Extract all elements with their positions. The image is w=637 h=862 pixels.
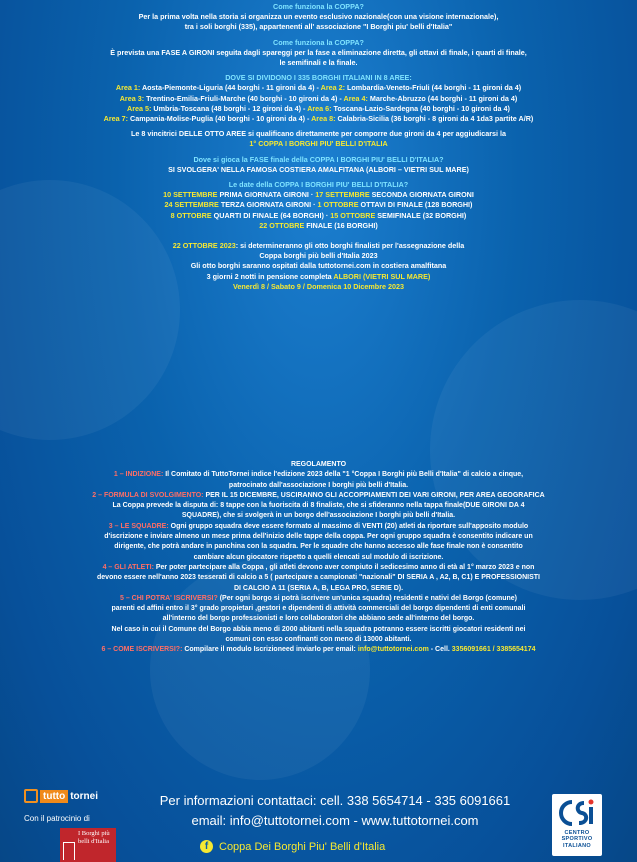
regolamento-title: REGOLAMENTO xyxy=(290,461,347,468)
rule-6: 6 – COME ISCRIVERSI?: Compilare il modulo Iscrizioneed inviarlo per email: info@tuttotornei.com - Cell. 3356091661 / 3385654174 xyxy=(101,646,536,654)
main-info xyxy=(8,2,629,292)
heading-final-place: Dove si gioca la FASE finale della COPPA I BORGHI PIU' BELLI D'ITALIA? xyxy=(193,154,444,164)
rule-1: 1 – INDIZIONE: Il Comitato di TuttoTornei indice l'edizione 2023 della "1 °Coppa I Borghi più Belli d'Italia" di calcio a cinque, xyxy=(113,471,524,479)
area-row: Area 1: Aosta-Piemonte-Liguria (44 borghi - 11 gironi da 4) - Area 2: Lombardia-Veneto-Friuli (44 borghi - 11 gironi da 4) xyxy=(115,83,522,93)
heading-how-it-works-2: Come funziona la COPPA? xyxy=(273,37,364,47)
heading-dates: Le date della COPPA I BORGHI PIU' BELLI D'ITALIA? xyxy=(228,180,409,190)
intro-line: le semifinali e la finale. xyxy=(279,58,358,68)
finalists-dates: Venerdì 8 / Sabato 9 / Domenica 10 Dicembre 2023 xyxy=(233,281,404,291)
logo-tornei: tornei xyxy=(70,790,98,802)
patrocinio-label: Con il patrocinio di xyxy=(24,814,90,823)
contact-phones[interactable]: Per informazioni contattaci: cell. 338 5654714 - 335 6091661 xyxy=(159,793,511,808)
phone-link[interactable]: 3356091661 / 3385654174 xyxy=(451,646,536,654)
area-row: Area 5: Umbria-Toscana (48 borghi - 12 gironi da 4) - Area 6: Toscana-Lazio-Sardegna (40 borghi - 10 gironi da 4) xyxy=(127,103,510,113)
area-row: Area 7: Campania-Molise-Puglia (40 borghi - 10 gironi da 4) - Area 8: Calabria-Sicilia (36 borghi - 8 gironi da 4 1da3 partite A/R) xyxy=(103,114,534,124)
heading-areas: DOVE SI DIVIDONO I 335 BORGHI ITALIANI IN 8 AREE: xyxy=(225,73,412,83)
borghi-logo-text: I Borghi più belli d'Italia xyxy=(78,830,110,845)
intro-line: tra i soli borghi (335), appartenenti all' associazione "I Borghi piu' belli d'Italia" xyxy=(184,22,453,32)
winners-text: Le 8 vincitrici DELLE OTTO AREE si qualificano direttamente per comporre due gironi da 4 per aggiudicarsi la xyxy=(130,129,507,139)
csi-mark-icon xyxy=(558,798,596,828)
borghi-logo xyxy=(60,828,116,862)
rule-text: La Coppa prevede la disputa di: 8 tappe con la fuoriscita di 8 finaliste, che si sfideranno nella tappa finale(DUE GIRONI DA 4 xyxy=(112,502,525,510)
dates-line: 10 SETTEMBRE PRIMA GIORNATA GIRONI · 17 SETTEMBRE SECONDA GIORNATA GIRONI xyxy=(163,190,474,200)
dates-line: 8 OTTOBRE QUARTI DI FINALE (64 BORGHI) · 15 OTTOBRE SEMIFINALE (32 BORGHI) xyxy=(170,210,467,220)
contacts xyxy=(140,791,530,831)
rule-3: 3 – LE SQUADRE: Ogni gruppo squadra deve essere formato al massimo di VENTI (20) atleti da riportare sull'apposito modulo xyxy=(108,522,529,530)
rule-text: all'interno del borgo professionisti e loro collaboratori che abbiano sede all'interno del borgo. xyxy=(162,615,475,623)
finalists-line: 3 giorni 2 notti in pensione completa ALBORI (VIETRI SUL MARE) xyxy=(206,271,431,281)
rule-text: comuni con esso confinanti con meno di 13000 abitanti. xyxy=(225,636,412,644)
tuttotornei-logo[interactable] xyxy=(24,788,98,804)
finalists-line: 22 OTTOBRE 2023: si determineranno gli otto borghi finalisti per l'assegnazione della xyxy=(172,241,465,251)
rule-text: SQUADRE), che si svolgerà in un borgo dell'associazione I borghi più belli d'Italia. xyxy=(181,512,456,520)
csi-logo xyxy=(552,794,602,856)
rule-text: parenti ed affini entro il 3° grado propietari ,gestori e dipendenti di attività commerciali del borgo dipendenti di enti comunali xyxy=(111,605,526,613)
area-row: Area 3: Trentino-Emilia-Friuli-Marche (40 borghi - 10 gironi da 4) - Area 4: Marche-Abruzzo (44 borghi - 11 gironi da 4) xyxy=(119,93,518,103)
facebook-label: Coppa Dei Borghi Piu' Belli d'Italia xyxy=(219,840,386,853)
dates-line: 24 SETTEMBRE TERZA GIORNATA GIRONI · 1 OTTOBRE OTTAVI DI FINALE (128 BORGHI) xyxy=(164,200,473,210)
footer xyxy=(0,780,637,862)
cup-name: 1° COPPA I BORGHI PIU' BELLI D'ITALIA xyxy=(249,139,388,149)
rule-text: DI CALCIO A 11 (SERIA A, B, LEGA PRO, SERIE D). xyxy=(233,584,404,592)
email-link[interactable]: info@tuttotornei.com xyxy=(357,646,429,654)
rule-5: 5 – CHI POTRA' ISCRIVERSI? (Per ogni borgo si potrà iscrivere un'unica squadra) residenti e nativi del Borgo (comune) xyxy=(120,594,517,602)
regolamento xyxy=(30,460,607,656)
rule-text: dirigente, che potrà andare in panchina con la squadra. Per le squadre che hanno accesso alle fase finale non è consentito xyxy=(114,543,523,551)
rule-text: cambiare alcun giocatore rispetto a quelli elencati sul modulo di iscrizione. xyxy=(193,553,444,561)
rule-2: 2 – FORMULA DI SVOLGIMENTO: PER IL 15 DICEMBRE, USCIRANNO GLI ACCOPPIAMENTI DEI VARI GIRONI, PER AREA GEOGRAFICA xyxy=(92,491,545,499)
rule-text: devono essere nell'anno 2023 tesserati di calcio a 5 ( partecipare a campionati "nazionali" DI SERIA A , A2, B, C1) E PROFESSIONISTI xyxy=(97,574,540,582)
bracket-icon xyxy=(24,789,38,803)
rule-text: patrocinato dall'associazione I borghi più belli d'Italia. xyxy=(228,481,409,489)
heading-how-it-works: Come funziona la COPPA? xyxy=(273,2,364,11)
intro-line: È prevista una FASE A GIRONI seguita dagli spareggi per la fase a eliminazione diretta, gli ottavi di finale, i quarti di finale, xyxy=(110,47,527,57)
intro-line: Per la prima volta nella storia si organizza un evento esclusivo nazionale(con una visione internazionale), xyxy=(138,12,499,22)
finalists-line: Gli otto borghi saranno ospitati dalla tuttotornei.com in costiera amalfitana xyxy=(190,261,447,271)
rule-4: 4 – GLI ATLETI: Per poter partecipare alla Coppa , gli atleti devono aver compiuto il sedicesimo anno di età al 1° marzo 2023 e non xyxy=(102,563,535,571)
facebook-icon: f xyxy=(200,840,213,853)
rule-text: Nel caso in cui il Comune del Borgo abbia meno di 2000 abitanti nella squadra potranno essere iscritti giocatori residenti nei xyxy=(111,625,526,633)
rule-text: d'iscrizione e inviare almeno un mese prima dell'inizio delle tappe della coppa. Per ogni gruppo squadra è consentito indicare un xyxy=(104,533,533,541)
dates-line: 22 OTTOBRE FINALE (16 BORGHI) xyxy=(259,220,378,230)
logo-tutto: tutto xyxy=(40,790,68,803)
facebook-link[interactable] xyxy=(200,840,385,853)
finalists-line: Coppa borghi più belli d'Italia 2023 xyxy=(259,251,378,261)
final-place-text: SI SVOLGERA' NELLA FAMOSA COSTIERA AMALFITANA (ALBORI – VIETRI SUL MARE) xyxy=(168,164,469,174)
castle-icon xyxy=(63,842,75,860)
contact-email[interactable]: email: info@tuttotornei.com - www.tuttotornei.com xyxy=(191,813,479,828)
csi-text: CENTRO SPORTIVO ITALIANO xyxy=(561,830,593,849)
